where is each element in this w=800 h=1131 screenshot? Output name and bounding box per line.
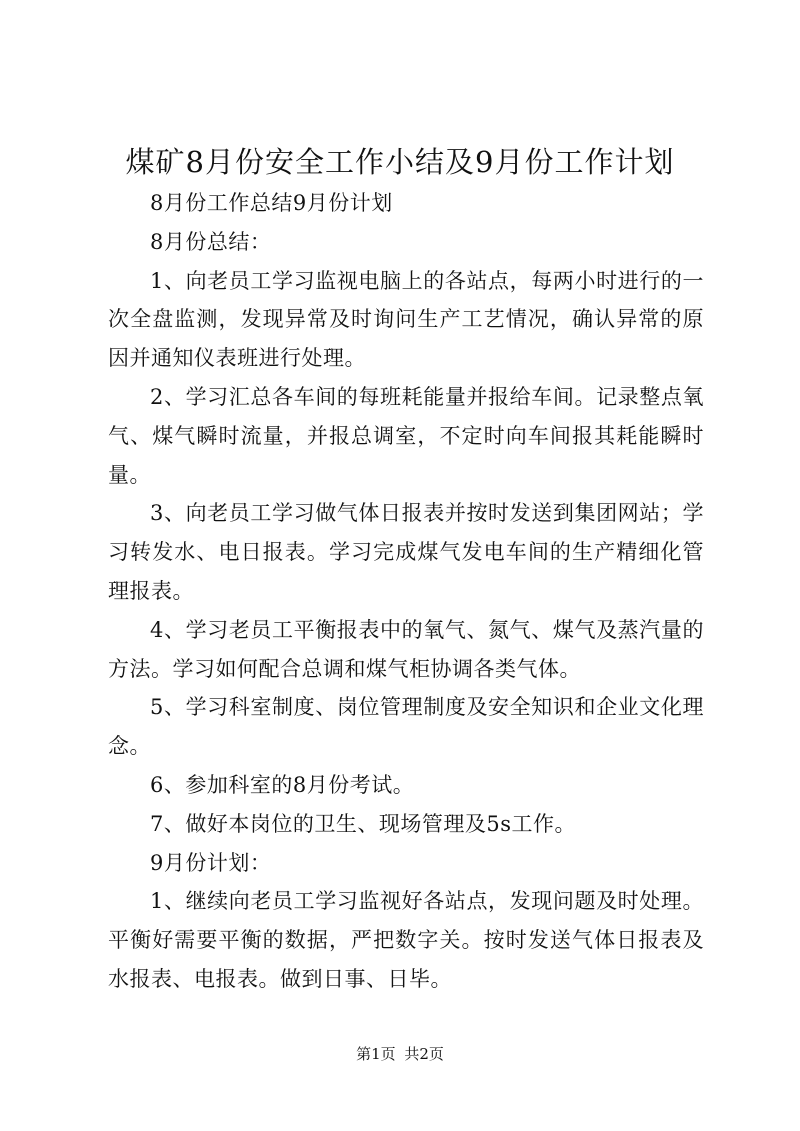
page-number: 第1页: [356, 1045, 396, 1063]
document-title: 煤矿8月份安全工作小结及9月份工作计划: [125, 145, 675, 179]
paragraph: 1、继续向老员工学习监视好各站点，发现问题及时处理。平衡好需要平衡的数据，严把数字关。按时发送气体日报表及水报表、电报表。做到日事、日毕。: [108, 889, 704, 991]
paragraph: 8月份总结：: [150, 229, 272, 254]
paragraph: 3、向老员工学习做气体日报表并按时发送到集团网站；学习转发水、电日报表。学习完成煤气发电车间的生产精细化管理报表。: [108, 501, 704, 603]
paragraph: 9月份计划：: [150, 850, 272, 875]
paragraph: 8月份工作总结9月份计划: [150, 191, 393, 215]
paragraph: 5、学习科室制度、岗位管理制度及安全知识和企业文化理念。: [108, 695, 704, 759]
paragraph: 1、向老员工学习监视电脑上的各站点，每两小时进行的一次全盘监测，发现异常及时询问生产工艺情况，确认异常的原因并通知仪表班进行处理。: [108, 268, 704, 371]
page-total: 共2页: [404, 1045, 444, 1063]
paragraph: 4、学习老员工平衡报表中的氧气、氮气、煤气及蒸汽量的方法。学习如何配合总调和煤气柜协调各类气体。: [108, 617, 704, 681]
document-body: [108, 184, 704, 999]
page-footer: [0, 1044, 800, 1064]
paragraph: 7、做好本岗位的卫生、现场管理及5s工作。: [150, 811, 576, 836]
paragraph: 2、学习汇总各车间的每班耗能量并报给车间。记录整点氧气、煤气瞬时流量，并报总调室，不定时向车间报其耗能瞬时量。: [108, 384, 704, 487]
paragraph: 6、参加科室的8月份考试。: [150, 772, 415, 797]
